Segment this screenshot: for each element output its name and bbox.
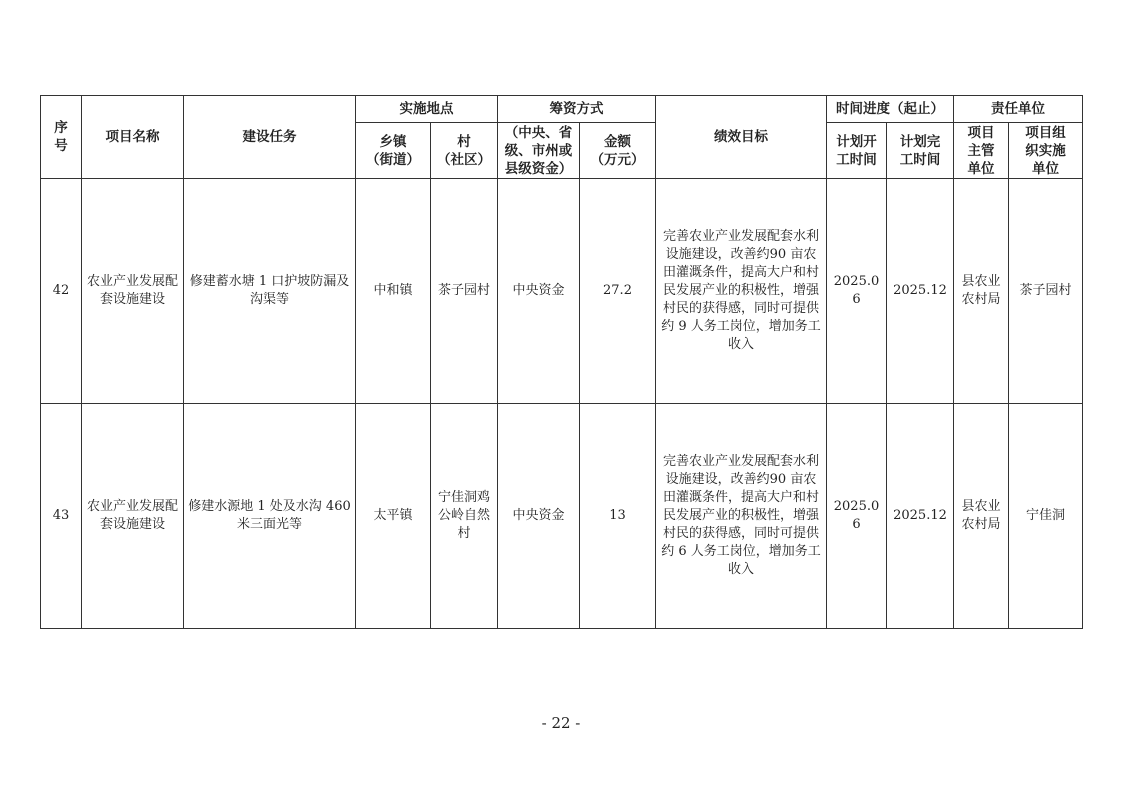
header-seq: 序 号 xyxy=(41,96,82,179)
cell-task: 修建水源地 1 处及水沟 460 米三面光等 xyxy=(184,404,356,629)
header-project-name: 项目名称 xyxy=(82,96,184,179)
header-task: 建设任务 xyxy=(184,96,356,179)
cell-end: 2025.12 xyxy=(887,404,954,629)
cell-project-name: 农业产业发展配套设施建设 xyxy=(82,404,184,629)
cell-end: 2025.12 xyxy=(887,179,954,404)
cell-start: 2025.06 xyxy=(827,404,887,629)
cell-dept: 县农业农村局 xyxy=(954,404,1009,629)
table-row xyxy=(41,179,1083,404)
header-amount: 金额 （万元） xyxy=(580,123,656,179)
cell-amount: 27.2 xyxy=(580,179,656,404)
header-schedule-group: 时间进度（起止） xyxy=(827,96,954,123)
cell-seq: 43 xyxy=(41,404,82,629)
header-location-group: 实施地点 xyxy=(356,96,498,123)
header-start: 计划开 工时间 xyxy=(827,123,887,179)
cell-project-name: 农业产业发展配套设施建设 xyxy=(82,179,184,404)
page-number: - 22 - xyxy=(541,714,581,732)
header-town: 乡镇 （街道） xyxy=(356,123,431,179)
header-row-top xyxy=(41,96,1083,123)
header-responsible-group: 责任单位 xyxy=(954,96,1083,123)
cell-start: 2025.06 xyxy=(827,179,887,404)
header-org: 项目组 织实施 单位 xyxy=(1009,123,1083,179)
cell-village: 宁佳洞鸡公岭自然村 xyxy=(431,404,498,629)
cell-fund-source: 中央资金 xyxy=(498,404,580,629)
cell-goal: 完善农业产业发展配套水利设施建设，改善约90 亩农田灌溉条件，提高大户和村民发展产业的积极性，增强村民的获得感，同时可提供约 9 人务工岗位，增加务工收入 xyxy=(656,179,827,404)
cell-amount: 13 xyxy=(580,404,656,629)
header-dept: 项目 主管 单位 xyxy=(954,123,1009,179)
header-end: 计划完 工时间 xyxy=(887,123,954,179)
cell-fund-source: 中央资金 xyxy=(498,179,580,404)
header-village: 村 （社区） xyxy=(431,123,498,179)
table-row xyxy=(41,404,1083,629)
cell-seq: 42 xyxy=(41,179,82,404)
header-funding-group: 筹资方式 xyxy=(498,96,656,123)
cell-town: 太平镇 xyxy=(356,404,431,629)
cell-org: 宁佳洞 xyxy=(1009,404,1083,629)
header-goal: 绩效目标 xyxy=(656,96,827,179)
cell-town: 中和镇 xyxy=(356,179,431,404)
cell-org: 茶子园村 xyxy=(1009,179,1083,404)
cell-village: 茶子园村 xyxy=(431,179,498,404)
header-fund-source: （中央、省 级、市州或 县级资金） xyxy=(498,123,580,179)
cell-dept: 县农业农村局 xyxy=(954,179,1009,404)
cell-task: 修建蓄水塘 1 口护坡防漏及沟渠等 xyxy=(184,179,356,404)
project-table xyxy=(40,95,1083,629)
cell-goal: 完善农业产业发展配套水利设施建设，改善约90 亩农田灌溉条件，提高大户和村民发展产业的积极性，增强村民的获得感，同时可提供约 6 人务工岗位，增加务工收入 xyxy=(656,404,827,629)
